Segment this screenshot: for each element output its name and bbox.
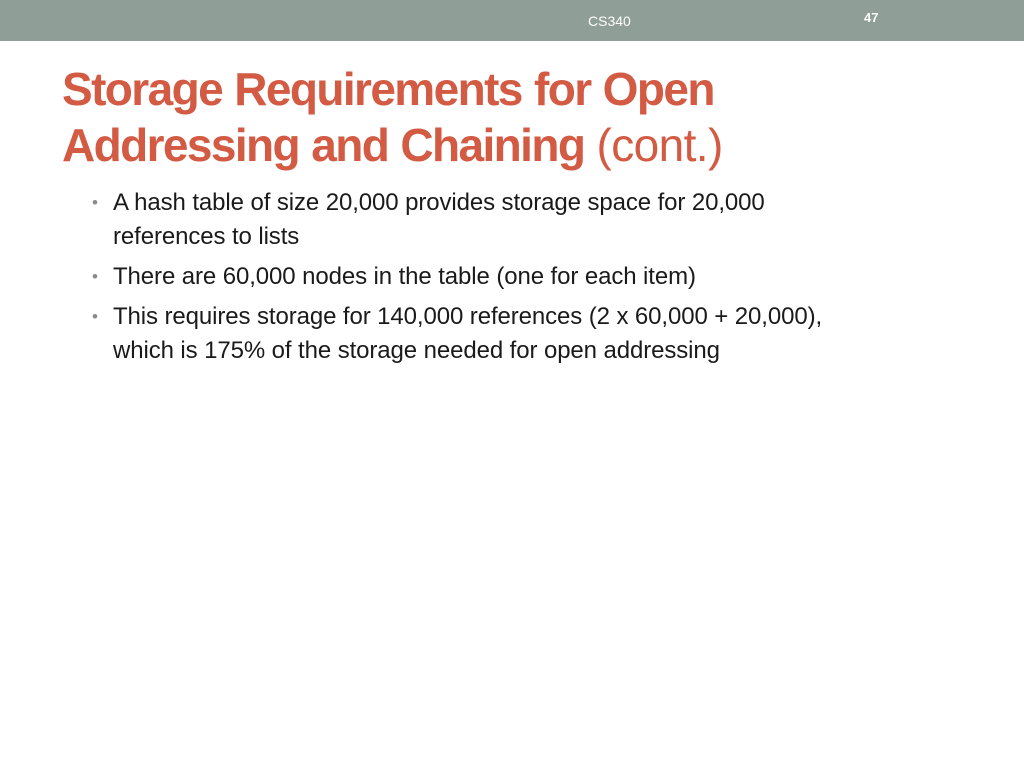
- bullet-icon: •: [92, 307, 98, 326]
- bullet-text-line: which is 175% of the storage needed for open addressing: [113, 337, 720, 364]
- bullet-text-line: This requires storage for 140,000 references (2 x 60,000 + 20,000),: [113, 303, 823, 330]
- bullet-icon: •: [92, 193, 98, 212]
- slide-title: [62, 61, 1002, 173]
- header-bar: [0, 0, 1024, 41]
- bullet-icon: •: [92, 267, 98, 286]
- bullet-list: [92, 186, 992, 374]
- bullet-text-line: references to lists: [113, 223, 300, 250]
- title-line-2-text: Addressing and Chaining: [62, 119, 585, 171]
- bullet-text-line: A hash table of size 20,000 provides storage space for 20,000: [113, 189, 765, 216]
- title-line-1: Storage Requirements for Open: [62, 63, 714, 115]
- title-line-2: [62, 117, 1002, 173]
- bullet-item: [92, 300, 992, 368]
- bullet-item: [92, 186, 992, 254]
- course-label: CS340: [588, 13, 631, 29]
- bullet-text-line: There are 60,000 nodes in the table (one for each item): [113, 263, 696, 290]
- slide-number: 47: [864, 10, 879, 25]
- title-suffix: (cont.): [596, 119, 723, 171]
- bullet-item: [92, 260, 992, 294]
